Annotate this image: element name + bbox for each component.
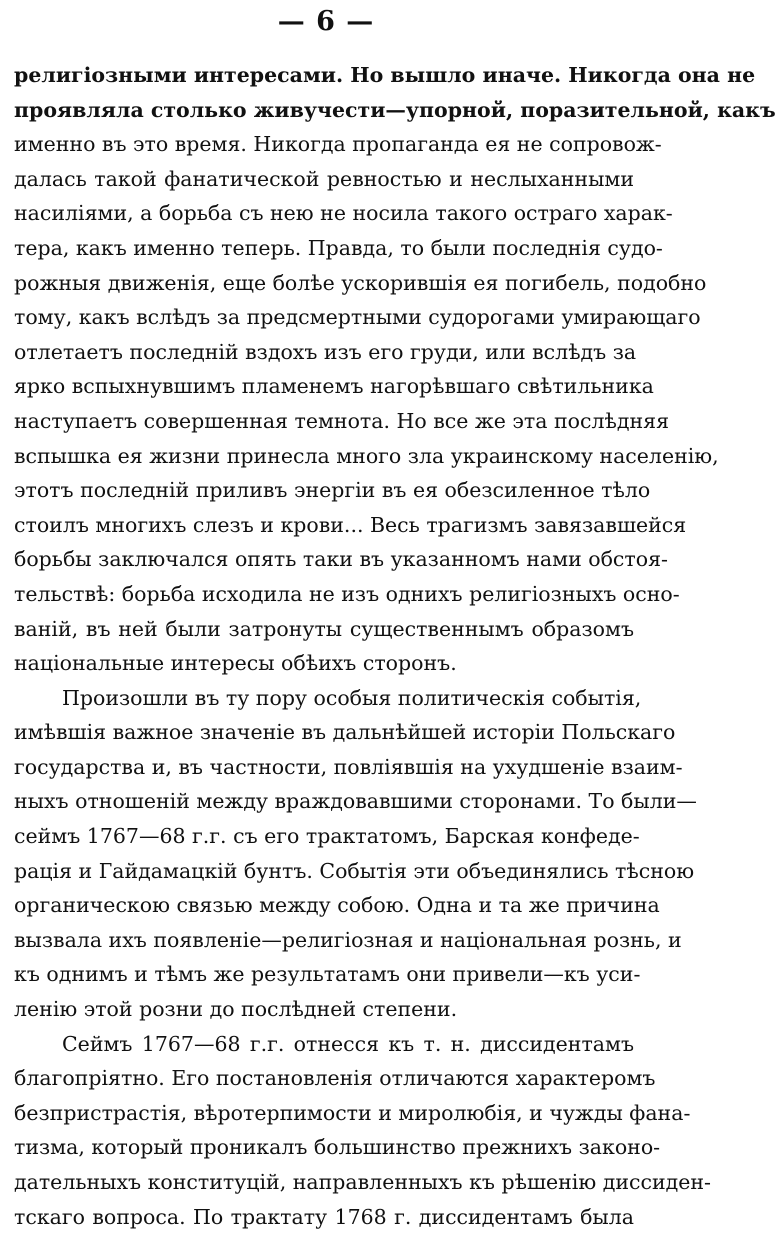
text-line: рація и Гайдамацкій бунтъ. Событія эти объединялись тѣсною xyxy=(14,858,695,883)
text-line: тера, какъ именно теперь. Правда, то были последнія судо- xyxy=(14,235,663,260)
text-line: благопріятно. Его постановленія отличаются характеромъ xyxy=(14,1066,656,1091)
text-line: религіозными интересами. Но вышло иначе. Никогда она не xyxy=(14,63,756,87)
text-line: ваній, въ ней были затронуты существеннымъ образомъ xyxy=(14,616,634,641)
text-line: проявляла столько живучести—упорной, поразительной, какъ xyxy=(14,97,776,122)
text-line: насиліями, а борьба съ нею не носила такого остраго харак- xyxy=(14,201,673,226)
text-line: стоилъ многихъ слезъ и крови... Весь трагизмъ завязавшейся xyxy=(14,512,687,537)
text-line: безпристрастія, вѣротерпимости и миролюбія, и чужды фана- xyxy=(14,1100,691,1125)
text-line: имѣвшія важное значеніе въ дальнѣйшей исторіи Польскаго xyxy=(14,720,676,745)
text-line: тскаго вопроса. По трактату 1768 г. диссидентамъ была xyxy=(14,1204,634,1229)
text-line: государства и, въ частности, повліявшія на ухудшеніе взаим- xyxy=(14,754,683,779)
text-line: далась такой фанатической ревностью и неслыханными xyxy=(14,166,634,191)
text-line: наступаетъ совершенная темнота. Но все же эта послѣдняя xyxy=(14,408,670,433)
text-line: вызвала ихъ появленіе—религіозная и національная рознь, и xyxy=(14,927,682,952)
text-line: къ однимъ и тѣмъ же результатамъ они привели—къ уси- xyxy=(14,962,641,987)
text-line: рожныя движенія, еще болѣе ускорившія ея погибель, подобно xyxy=(14,270,707,295)
text-line: борьбы заключался опять таки въ указанномъ нами обстоя- xyxy=(14,547,668,572)
page-number: — 6 — xyxy=(277,6,375,37)
text-line: ярко вспыхнувшимъ пламенемъ нагорѣвшаго свѣтильника xyxy=(14,374,654,399)
body-text xyxy=(14,58,776,1234)
text-line: тельствѣ: борьба исходила не изъ однихъ религіозныхъ осно- xyxy=(14,581,680,606)
text-line: дательныхъ конституцій, направленныхъ къ рѣшенію диссиден- xyxy=(14,1170,711,1194)
text-line: Произошли въ ту пору особыя политическія событія, xyxy=(62,685,642,710)
text-line: ленію этой розни до послѣдней степени. xyxy=(14,997,458,1022)
text-line: сеймъ 1767—68 г.г. съ его трактатомъ, Барская конфеде- xyxy=(14,824,640,849)
text-line: національные интересы обѣихъ сторонъ. xyxy=(14,651,457,676)
text-line: отлетаетъ последній вздохъ изъ его груди, или вслѣдъ за xyxy=(14,339,637,364)
text-line: вспышка ея жизни принесла много зла украинскому населенію, xyxy=(14,443,719,468)
text-line: органическою связью между собою. Одна и та же причина xyxy=(14,893,660,918)
text-line: именно въ это время. Никогда пропаганда ея не сопровож- xyxy=(14,132,662,157)
text-line: Сеймъ 1767—68 г.г. отнесся къ т. н. диссидентамъ xyxy=(62,1031,634,1056)
text-line: тому, какъ вслѣдъ за предсмертными судорогами умирающаго xyxy=(14,305,701,330)
text-line: тизма, который проникалъ большинство прежнихъ законо- xyxy=(14,1135,661,1160)
text-line: этотъ последній приливъ энергіи въ ея обезсиленное тѣло xyxy=(14,478,651,503)
text-line: ныхъ отношеній между враждовавшими сторонами. То были— xyxy=(14,789,697,814)
